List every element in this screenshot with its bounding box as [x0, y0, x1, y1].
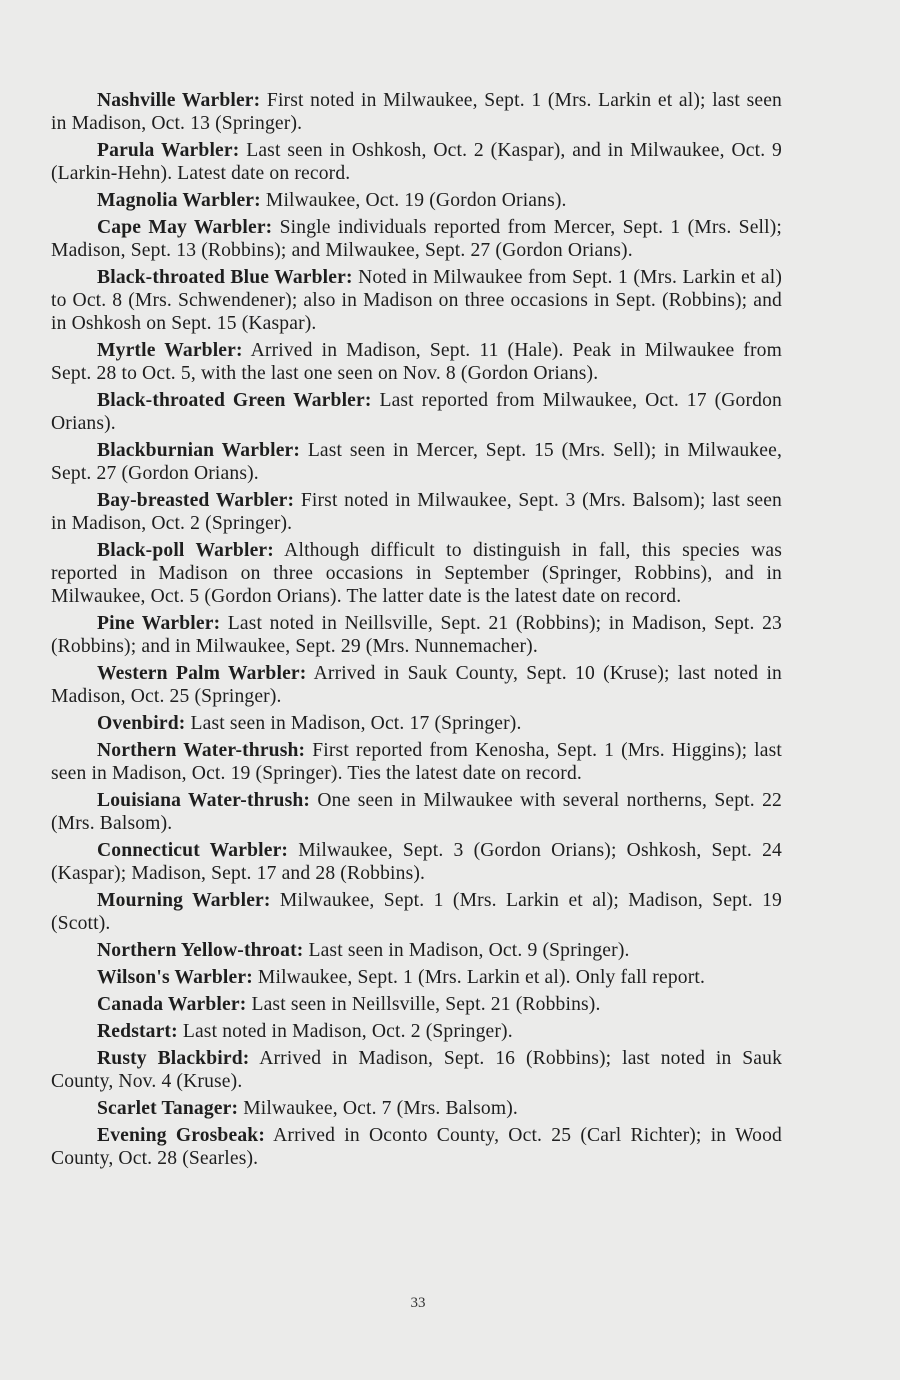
species-record-text: Last seen in Madison, Oct. 9 (Springer).: [303, 940, 630, 961]
species-record-text: First reported from Kenosha, Sept. 1 (Mrs. Higgins); last seen in Madison, Oct. 19 (Springer). Ties the latest date on record.: [51, 740, 782, 784]
species-entry: [51, 1097, 782, 1120]
species-records: [51, 89, 782, 1174]
species-name: Myrtle Warbler:: [97, 340, 243, 361]
species-entry: [51, 389, 782, 435]
species-name: Connecticut Warbler:: [97, 840, 289, 861]
species-entry: [51, 993, 782, 1016]
species-record-text: Arrived in Sauk County, Sept. 10 (Kruse); last noted in Madison, Oct. 25 (Springer).: [51, 663, 782, 707]
species-entry: [51, 139, 782, 185]
species-entry: [51, 839, 782, 885]
species-name: Cape May Warbler:: [97, 217, 273, 238]
species-entry: [51, 539, 782, 608]
species-entry: [51, 1020, 782, 1043]
species-entry: [51, 1124, 782, 1170]
species-record-text: Although difficult to distinguish in fall, this species was reported in Madison on three occasions in September (Springer, Robbins), and in Milwaukee, Oct. 5 (Gordon Orians). The latter date is the latest date on record.: [51, 540, 782, 607]
species-name: Wilson's Warbler:: [97, 967, 253, 988]
species-record-text: First noted in Milwaukee, Sept. 3 (Mrs. Balsom); last seen in Madison, Oct. 2 (Springer).: [51, 490, 783, 534]
species-record-text: Single individuals reported from Mercer, Sept. 1 (Mrs. Sell); Madison, Sept. 13 (Robbins); and Milwaukee, Sept. 27 (Gordon Orians).: [51, 217, 782, 261]
species-name: Northern Water-thrush:: [97, 740, 306, 761]
species-entry: [51, 1047, 782, 1093]
species-record-text: Last seen in Oshkosh, Oct. 2 (Kaspar), and in Milwaukee, Oct. 9 (Larkin-Hehn). Latest date on record.: [51, 140, 782, 184]
species-record-text: Milwaukee, Oct. 19 (Gordon Orians).: [260, 190, 567, 211]
species-name: Redstart:: [97, 1021, 178, 1042]
species-entry: [51, 189, 782, 212]
species-record-text: Last seen in Madison, Oct. 17 (Springer).: [185, 713, 522, 734]
species-name: Evening Grosbeak:: [97, 1125, 265, 1146]
species-record-text: Milwaukee, Sept. 3 (Gordon Orians); Oshkosh, Sept. 24 (Kaspar); Madison, Sept. 17 and 28 (Robbins).: [51, 840, 782, 884]
species-entry: [51, 789, 782, 835]
species-name: Bay-breasted Warbler:: [97, 490, 295, 511]
species-name: Black-throated Green Warbler:: [97, 390, 372, 411]
species-name: Ovenbird:: [97, 713, 186, 734]
species-record-text: Last noted in Neillsville, Sept. 21 (Robbins); in Madison, Sept. 23 (Robbins); and in Milwaukee, Sept. 29 (Mrs. Nunnemacher).: [51, 613, 782, 657]
species-record-text: One seen in Milwaukee with several northerns, Sept. 22 (Mrs. Balsom).: [51, 790, 782, 834]
species-record-text: Last seen in Mercer, Sept. 15 (Mrs. Sell); in Milwaukee, Sept. 27 (Gordon Orians).: [51, 440, 782, 484]
species-entry: [51, 662, 782, 708]
species-entry: [51, 489, 782, 535]
species-entry: [51, 889, 782, 935]
species-name: Western Palm Warbler:: [97, 663, 307, 684]
species-entry: [51, 939, 782, 962]
species-entry: [51, 612, 782, 658]
species-record-text: Last noted in Madison, Oct. 2 (Springer).: [177, 1021, 513, 1042]
species-name: Magnolia Warbler:: [97, 190, 261, 211]
species-entry: [51, 216, 782, 262]
species-name: Nashville Warbler:: [97, 90, 261, 111]
species-record-text: Arrived in Oconto County, Oct. 25 (Carl Richter); in Wood County, Oct. 28 (Searles).: [51, 1125, 782, 1169]
species-name: Black-throated Blue Warbler:: [97, 267, 353, 288]
species-name: Blackburnian Warbler:: [97, 440, 301, 461]
species-entry: [51, 739, 782, 785]
species-record-text: Noted in Milwaukee from Sept. 1 (Mrs. Larkin et al) to Oct. 8 (Mrs. Schwendener); also in Madison on three occasions in Sept. (Robbins); and in Oshkosh on Sept. 15 (Kaspar).: [51, 267, 782, 334]
species-name: Scarlet Tanager:: [97, 1098, 239, 1119]
species-record-text: Arrived in Madison, Sept. 11 (Hale). Peak in Milwaukee from Sept. 28 to Oct. 5, with the last one seen on Nov. 8 (Gordon Orians).: [51, 340, 782, 384]
species-entry: [51, 439, 782, 485]
species-entry: [51, 266, 782, 335]
species-entry: [51, 339, 782, 385]
species-name: Northern Yellow-throat:: [97, 940, 304, 961]
species-record-text: Last seen in Neillsville, Sept. 21 (Robbins).: [246, 994, 601, 1015]
species-name: Pine Warbler:: [97, 613, 221, 634]
species-entry: [51, 966, 782, 989]
species-record-text: Milwaukee, Sept. 1 (Mrs. Larkin et al). Only fall report.: [252, 967, 706, 988]
species-record-text: Last reported from Milwaukee, Oct. 17 (Gordon Orians).: [51, 390, 783, 434]
species-record-text: First noted in Milwaukee, Sept. 1 (Mrs. Larkin et al); last seen in Madison, Oct. 13 (Springer).: [51, 90, 782, 134]
species-entry: [51, 89, 782, 135]
species-name: Rusty Blackbird:: [97, 1048, 250, 1069]
species-record-text: Milwaukee, Sept. 1 (Mrs. Larkin et al); Madison, Sept. 19 (Scott).: [51, 890, 783, 934]
page-number: 33: [410, 1295, 426, 1311]
species-entry: [51, 712, 782, 735]
species-name: Louisiana Water-thrush:: [97, 790, 311, 811]
species-name: Mourning Warbler:: [97, 890, 271, 911]
species-name: Black-poll Warbler:: [97, 540, 274, 561]
species-record-text: Arrived in Madison, Sept. 16 (Robbins); last noted in Sauk County, Nov. 4 (Kruse).: [51, 1048, 783, 1092]
species-name: Parula Warbler:: [97, 140, 240, 161]
species-record-text: Milwaukee, Oct. 7 (Mrs. Balsom).: [238, 1098, 518, 1119]
species-name: Canada Warbler:: [97, 994, 247, 1015]
